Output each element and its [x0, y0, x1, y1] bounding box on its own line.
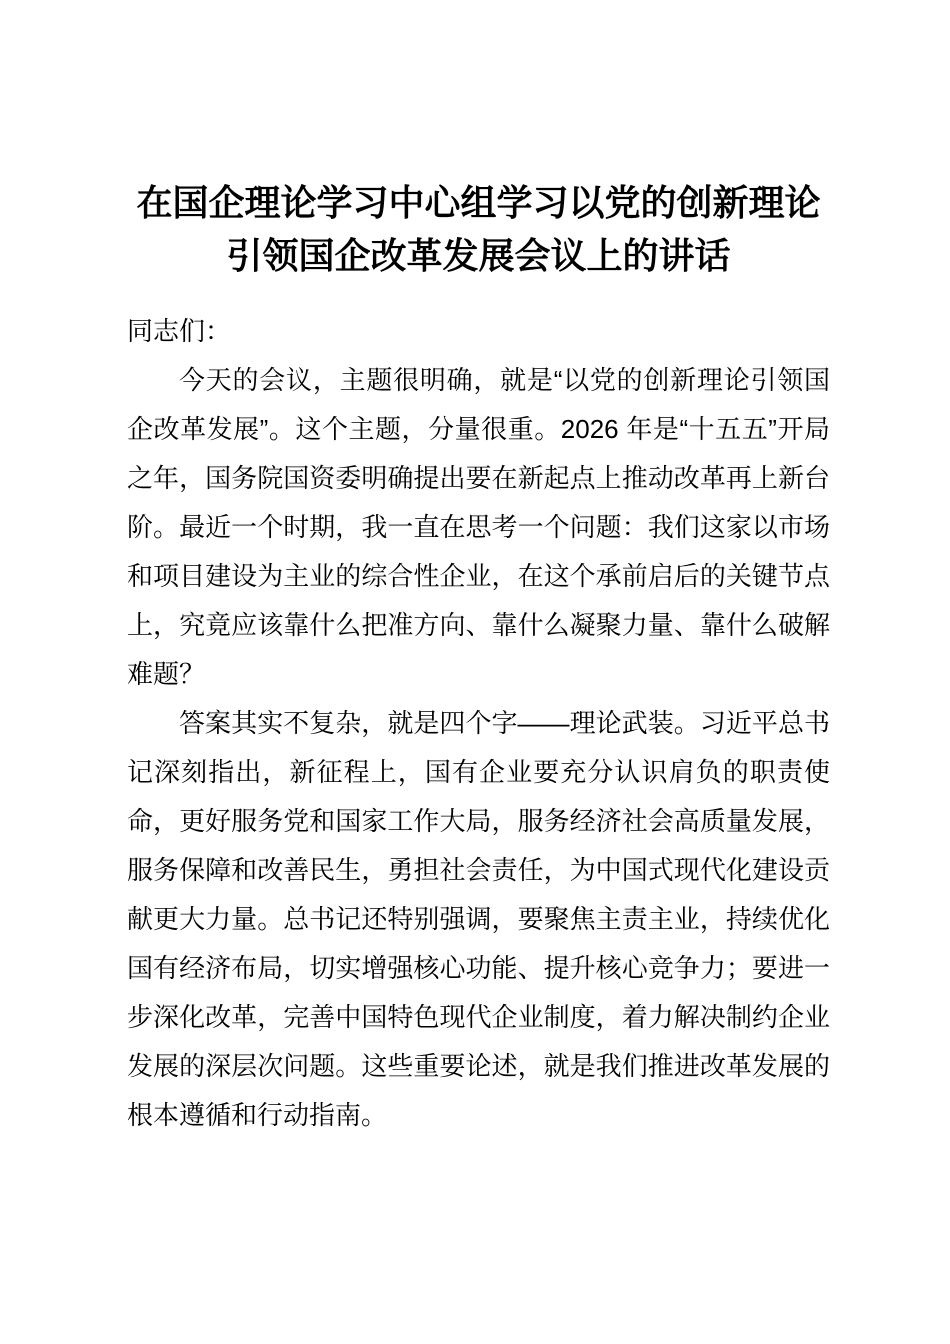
greeting-line: 同志们： — [127, 316, 232, 346]
paragraph: 今天的会议，主题很明确，就是“以党的创新理论引领国企改革发展”。这个主题，分量很重。2026 年是“十五五”开局之年，国务院国资委明确提出要在新起点上推动改革再上新台阶。最近一个时期，我一直在思考一个问题：我们这家以市场和项目建设为主业的综合性企业，在这个承前启后的关键节点上，究竟应该靠什么把准方向、靠什么凝聚力量、靠什么破解难题？ — [127, 365, 830, 689]
paragraph: 答案其实不复杂，就是四个字——理论武装。习近平总书记深刻指出，新征程上，国有企业要充分认识肩负的职责使命，更好服务党和国家工作大局，服务经济社会高质量发展，服务保障和改善民生，勇担社会责任，为中国式现代化建设贡献更大力量。总书记还特别强调，要聚焦主责主业，持续优化国有经济布局，切实增强核心功能、提升核心竞争力；要进一步深化改革，完善中国特色现代企业制度，着力解决制约企业发展的深层次问题。这些重要论述，就是我们推进改革发展的根本遵循和行动指南。 — [127, 708, 830, 1130]
document-body — [127, 307, 830, 1140]
document-title: 在国企理论学习中心组学习以党的创新理论引领国企改革发展会议上的讲话 — [136, 182, 821, 276]
